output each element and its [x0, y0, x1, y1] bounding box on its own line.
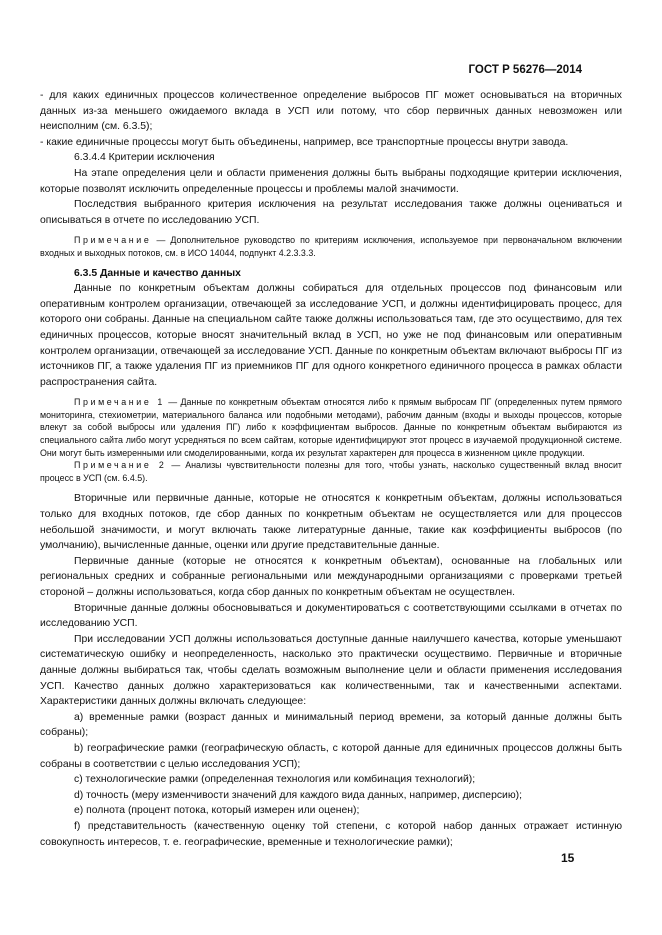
list-item: d) точность (меру изменчивости значений для каждого вида данных, например, дисперсию); [74, 789, 522, 801]
paragraph: - какие единичные процессы могут быть объединены, например, все транспортные процессы внутри завода. [40, 136, 569, 148]
list-item: f) представительность (качественную оценку той степени, с которой набор данных отражает истинную совокупность интересов, т. е. географические, временные и технологические рамки); [40, 820, 622, 848]
list-item: b) географические рамки (географическую область, с которой данные для единичных процессов должны быть собраны в соответствии с целью исследования УСП); [40, 742, 622, 770]
paragraph: Вторичные данные должны обосновываться и документироваться с соответствующими ссылками в отчетах по исследованию УСП. [40, 602, 622, 630]
page-number: 15 [561, 851, 575, 865]
note-label: Примечание [74, 235, 152, 246]
note-2 [40, 459, 622, 484]
list-item: e) полнота (процент потока, который измерен или оценен); [74, 805, 360, 817]
paragraph: При исследовании УСП должны использоваться доступные данные наилучшего качества, которые уменьшают систематическую ошибку и неопределенность, насколько это практически осуществимо. Первичные и вторичные данные должны выбираться так, чтобы сделать возможным выполнение цели и области применения исследования УСП. Качество данных должно характеризоваться как количественными, так и качественными аспектами. Характеристики данных должны включать следующее: [40, 633, 622, 708]
note-1 [40, 396, 622, 459]
standard-header: ГОСТ Р 56276—2014 [468, 64, 582, 76]
paragraph: Последствия выбранного критерия исключения на результат исследования также должны оцениваться и описываться в отчете по исследованию УСП. [40, 199, 622, 226]
paragraph: Данные по конкретным объектам должны собираться для отдельных процессов под финансовым или оперативным контролем организации, отвечающей за исследование УСП, и должны идентифицировать процесс, для которого они собраны. Данные на специальном сайте также должны использоваться там, где это осуществимо, для тех единичных процессов, которые вносят значительный вклад в УСП, но уже не под финансовым или оперативным контролем организации, отвечающей за исследование УСП. Данные по конкретным объектам включают выбросы ПГ из источников ПГ, а также удаления ПГ из приемников ПГ для одного конкретного единичного процесса в рамках области распространения сайта. [40, 283, 622, 388]
note-label: Примечание 2 [74, 460, 167, 471]
paragraph: На этапе определения цели и области применения должны быть выбраны подходящие критерии исключения, которые позволят исключить определенные процессы и проблемы малой значимости. [40, 167, 622, 195]
note-label: Примечание 1 [74, 397, 165, 408]
subsection-heading: 6.3.4.4 Критерии исключения [74, 152, 215, 164]
list-item: a) временные рамки (возраст данных и минимальный период времени, за который данные должны быть собраны); [40, 711, 622, 739]
section-heading: 6.3.5 Данные и качество данных [74, 267, 241, 279]
body-text [40, 88, 622, 850]
note-text: — Данные по конкретным объектам относятся либо к прямым выбросам ПГ (определенных путем прямого мониторинга, стехиометрии, материального баланса или подобными методами), рабочим данным (входы и выходы процессов, которые влекут за собой выбросы или удаления ПГ) либо к коэффициентам выбросов. Данные по конкретным объектам выбираются из специального сайта либо могут усредняться по всем сайтам, которые идентифицируют этот процесс в изучаемой продукционной системе. Они могут быть измеренными или смоделированными, когда их результат характерен для процесса в жизненном цикле продукции. [40, 397, 622, 458]
paragraph: Вторичные или первичные данные, которые не относятся к конкретным объектам, должны использоваться только для входных потоков, где сбор данных по конкретным объектам не осуществляется или для процессов небольшой значимости, и могут включать также литературные данные, такие как коэффициенты выбросов (по умолчанию), вычисленные данные, оценки или другие представительные данные. [40, 493, 622, 552]
note [40, 234, 622, 259]
note-text: — Дополнительное руководство по критериям исключения, используемое при первоначальном включении входных и выходных потоков, см. в ИСО 14044, подпункт 4.2.3.3.3. [40, 235, 622, 258]
paragraph: - для каких единичных процессов количественное определение выбросов ПГ может основываться на вторичных данных из-за меньшего ожидаемого вклада в УСП или потому, что сбор первичных данных невозможен или неисполним (см. 6.3.5); [40, 90, 622, 133]
list-item: c) технологические рамки (определенная технология или комбинация технологий); [74, 774, 476, 786]
paragraph: Первичные данные (которые не относятся к конкретным объектам), основанные на глобальных или региональных средних и собранные региональными или международными организациями с проверками третьей стороной – должны использоваться, когда сбор данных по конкретным объектам не осуществлен. [40, 555, 622, 598]
note-text: — Анализы чувствительности полезны для того, чтобы узнать, насколько существенный вклад вносит процесс в УСП (см. 6.4.5). [40, 460, 622, 483]
